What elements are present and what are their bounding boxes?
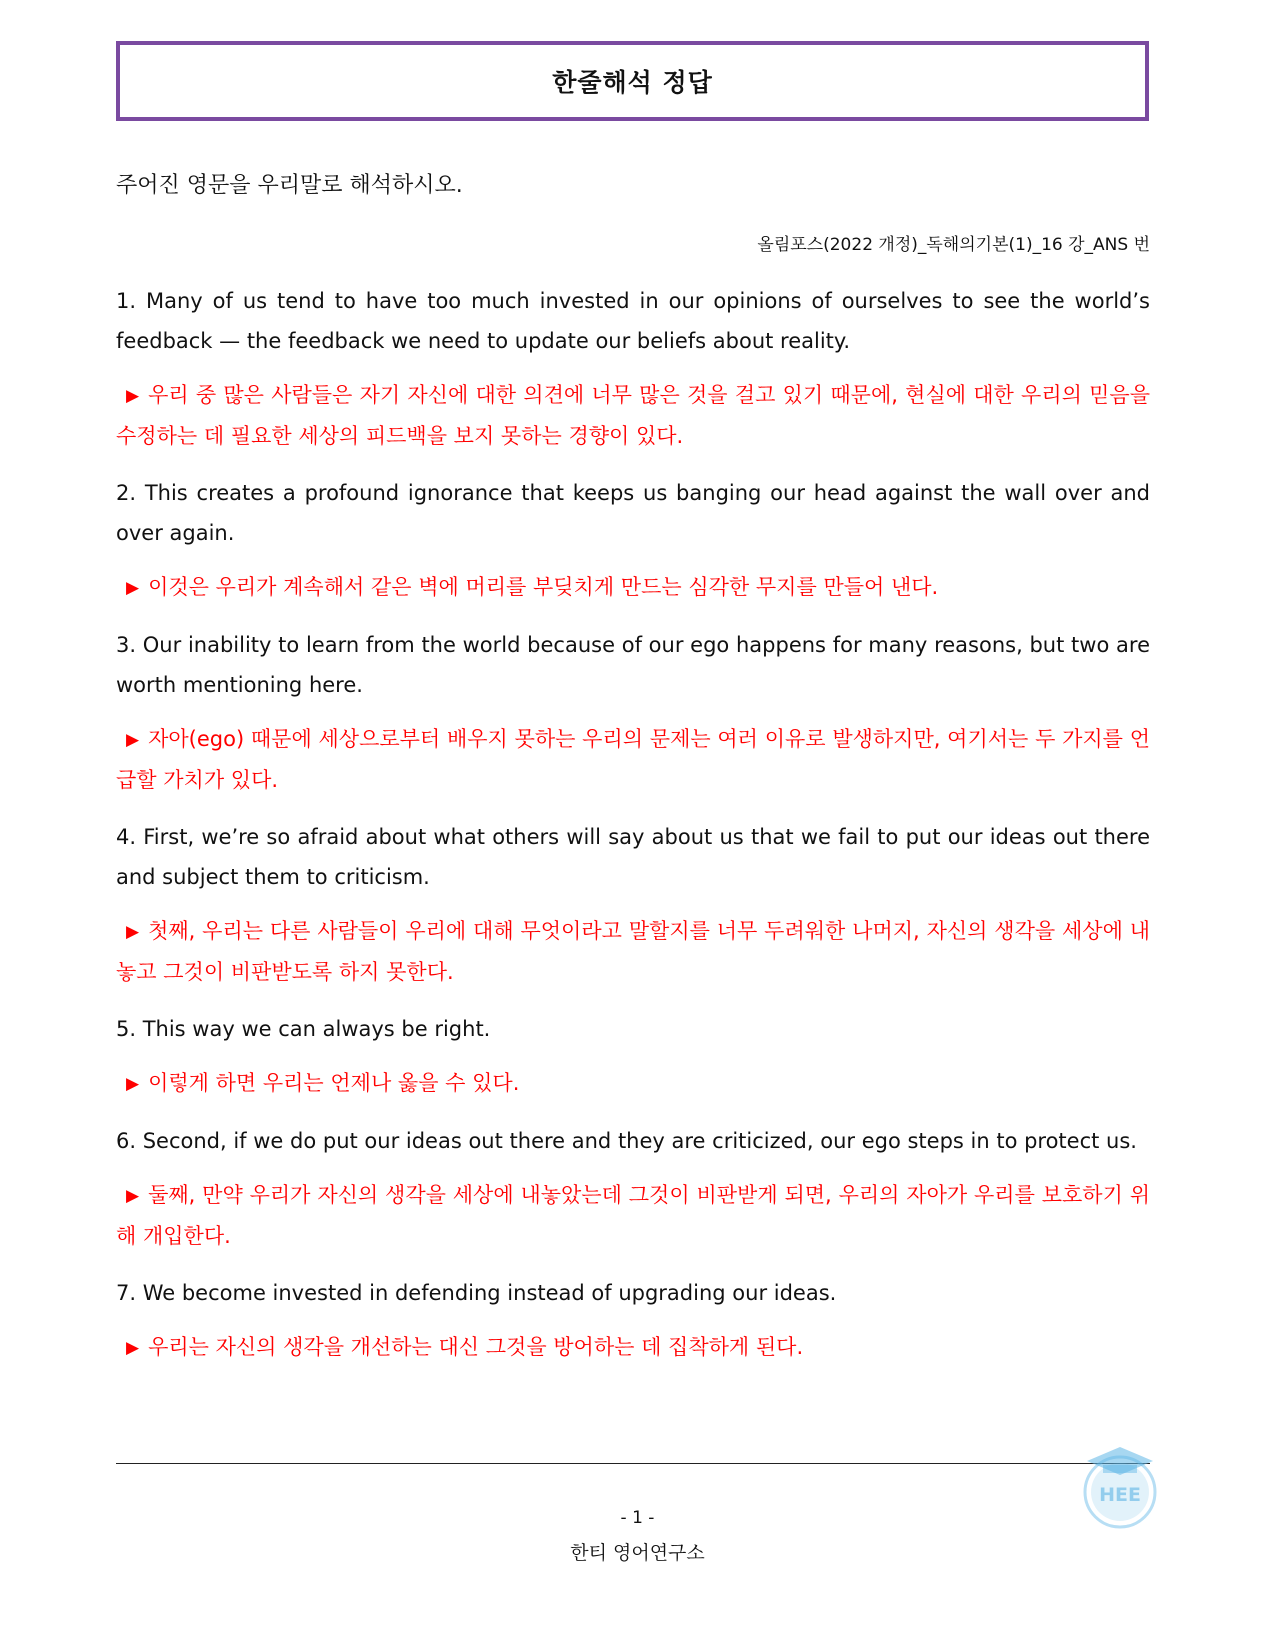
answer-translation: 이렇게 하면 우리는 언제나 옳을 수 있다. — [148, 1071, 520, 1095]
answer-translation: 우리는 자신의 생각을 개선하는 대신 그것을 방어하는 데 집착하게 된다. — [148, 1335, 804, 1359]
arrow-icon: ▶ — [126, 730, 140, 750]
question-text: 3. Our inability to learn from the world because of our ego happens for many reasons, but two are worth mentioning here. — [116, 633, 1150, 697]
list-item — [116, 1009, 1150, 1104]
answer-translation: 첫째, 우리는 다른 사람들이 우리에 대해 무엇이라고 말할지를 너무 두려워한 나머지, 자신의 생각을 세상에 내놓고 그것이 비판받도록 하지 못한다. — [116, 919, 1150, 984]
answer-translation: 우리 중 많은 사람들은 자기 자신에 대한 의견에 너무 많은 것을 걸고 있기 때문에, 현실에 대한 우리의 믿음을 수정하는 데 필요한 세상의 피드백을 보지 못하는 경향이 있다. — [116, 383, 1150, 448]
answer-text — [116, 1327, 1150, 1368]
list-item — [116, 625, 1150, 800]
answer-text — [116, 1175, 1150, 1256]
list-item — [116, 281, 1150, 456]
question-text: 1. Many of us tend to have too much invested in our opinions of ourselves to see the world’s feedback — the feedback we need to update our beliefs about reality. — [116, 289, 1150, 353]
arrow-icon: ▶ — [126, 1338, 140, 1358]
instruction: 주어진 영문을 우리말로 해석하시오. — [116, 173, 463, 198]
answer-text — [116, 911, 1150, 992]
logo-text: HEE — [1099, 1484, 1141, 1506]
question-text: 4. First, we’re so afraid about what others will say about us that we fail to put our ideas out there and subject them to criticism. — [116, 825, 1150, 889]
question-text: 7. We become invested in defending instead of upgrading our ideas. — [116, 1281, 837, 1305]
arrow-icon: ▶ — [126, 1074, 140, 1094]
answer-translation: 이것은 우리가 계속해서 같은 벽에 머리를 부딪치게 만드는 심각한 무지를 만들어 낸다. — [148, 575, 939, 599]
arrow-icon: ▶ — [126, 578, 140, 598]
title-box — [116, 41, 1149, 121]
list-item — [116, 473, 1150, 608]
answer-translation: 둘째, 만약 우리가 자신의 생각을 세상에 내놓았는데 그것이 비판받게 되면, 우리의 자아가 우리를 보호하기 위해 개입한다. — [116, 1183, 1150, 1248]
page-number: - 1 - — [620, 1508, 655, 1528]
question-text: 2. This creates a profound ignorance that keeps us banging our head against the wall over and over again. — [116, 481, 1150, 545]
source-label: 올림포스(2022 개정)_독해의기본(1)_16 강_ANS 번 — [757, 235, 1150, 255]
question-text: 6. Second, if we do put our ideas out there and they are criticized, our ego steps in to protect us. — [116, 1129, 1137, 1153]
list-item — [116, 1121, 1150, 1256]
question-text: 5. This way we can always be right. — [116, 1017, 491, 1041]
list-item — [116, 1273, 1150, 1368]
answer-text — [116, 375, 1150, 456]
arrow-icon: ▶ — [126, 386, 140, 406]
item-list — [116, 281, 1150, 1385]
arrow-icon: ▶ — [126, 922, 140, 942]
answer-text — [116, 719, 1150, 800]
list-item — [116, 817, 1150, 992]
arrow-icon: ▶ — [126, 1186, 140, 1206]
page-title: 한줄해석 정답 — [552, 68, 713, 97]
footer-divider — [116, 1463, 1150, 1464]
answer-text — [116, 1063, 1150, 1104]
footer-organization: 한티 영어연구소 — [570, 1542, 705, 1564]
answer-translation: 자아(ego) 때문에 세상으로부터 배우지 못하는 우리의 문제는 여러 이유로 발생하지만, 여기서는 두 가지를 언급할 가치가 있다. — [116, 727, 1150, 792]
answer-text — [116, 567, 1150, 608]
